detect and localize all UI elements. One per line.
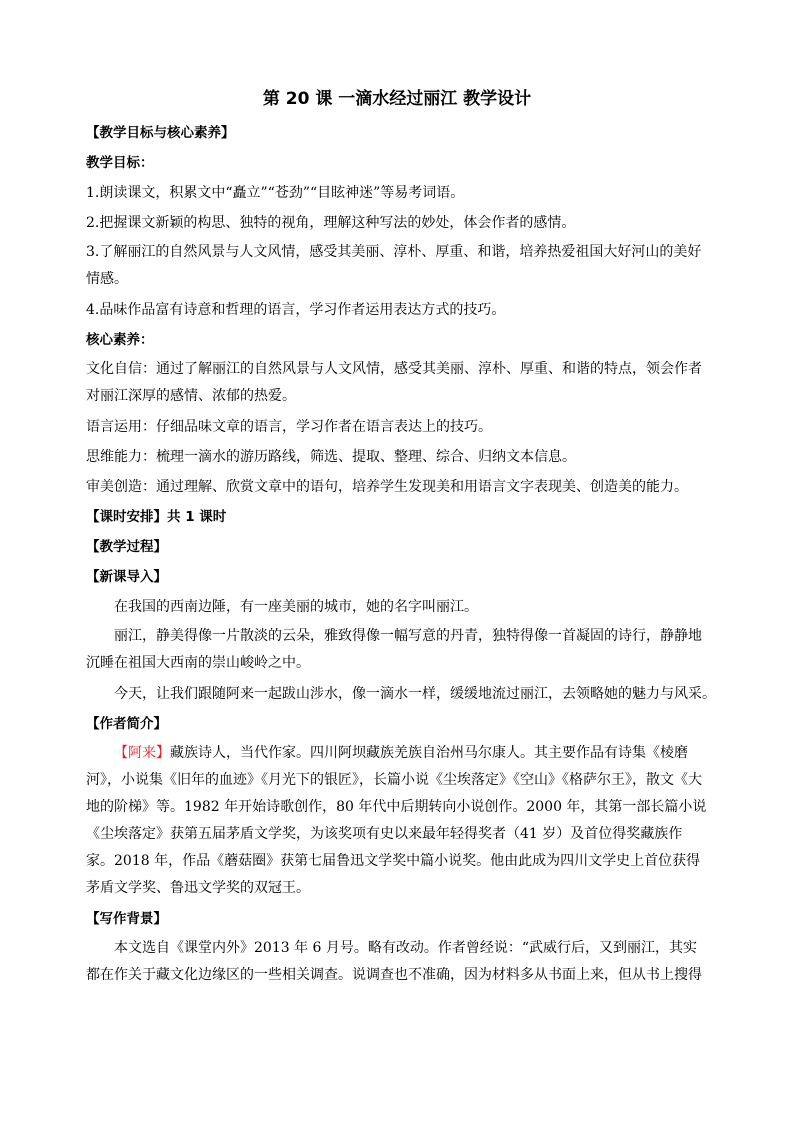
author-paragraph	[86, 740, 708, 902]
page-title: 第 20 课 一滴水经过丽江 教学设计	[262, 89, 532, 109]
author-text: 藏族诗人，当代作家。四川阿坝藏族羌族自治州马尔康人。其主要作品有诗集《棱磨河》，小说集《旧年的血迹》《月光下的银匠》，长篇小说《尘埃落定》《空山》《格萨尔王》，散文《大地的阶梯》等。1982 年开始诗歌创作，80 年代中后期转向小说创作。2000 年，其第一部长篇小说《尘埃落定》获第五届茅盾文学奖，为该奖项有史以来最年轻得奖者（41 岁）及首位得奖藏族作家。2018 年，作品《蘑菇圈》获第七届鲁迅文学奖中篇小说奖。他由此成为四川文学史上首位获得茅盾文学奖、鲁迅文学奖的双冠王。	[86, 745, 707, 896]
section-header-schedule: 【课时安排】共 1 课时	[86, 509, 227, 525]
intro-paragraph: 今天，让我们跟随阿来一起跋山涉水，像一滴水一样，缓缓地流过丽江，去领略她的魅力与风采。	[114, 686, 716, 702]
core-label: 核心素养：	[86, 332, 154, 348]
core-item: 文化自信：通过了解丽江的自然风景与人文风情，感受其美丽、淳朴、厚重、和谐的特点，领会作者对丽江深厚的感情、浓郁的热爱。	[86, 361, 702, 404]
goal-item: 2.把握课文新颖的构思、独特的视角，理解这种写法的妙处，体会作者的感情。	[86, 215, 576, 231]
section-header-goals: 【教学目标与核心素养】	[86, 125, 235, 141]
core-item: 思维能力：梳理一滴水的游历路线，筛选、提取、整理、综合、归纳文本信息。	[86, 449, 576, 465]
background-paragraph: 本文选自《课堂内外》2013 年 6 月号。略有改动。作者曾经说：“武威行后，又到丽江，其实都在作关于藏文化边缘区的一些相关调查。说调查也不准确，因为材料多从书面上来，但从书上搜得	[86, 940, 702, 983]
core-item: 语言运用：仔细品味文章的语言，学习作者在语言表达上的技巧。	[86, 419, 492, 435]
author-name-tag: 【阿来】	[114, 745, 170, 761]
section-header-background: 【写作背景】	[86, 911, 167, 927]
section-header-author: 【作者简介】	[86, 716, 167, 732]
section-header-process: 【教学过程】	[86, 539, 167, 555]
core-item: 审美创造：通过理解、欣赏文章中的语句，培养学生发现美和用语言文字表现美、创造美的能力。	[86, 479, 688, 495]
section-header-intro: 【新课导入】	[86, 569, 167, 585]
goals-label: 教学目标：	[86, 155, 154, 171]
goal-item: 1.朗读课文，积累文中“矗立”“苍劲”“目眩神迷”等易考词语。	[86, 185, 465, 201]
intro-paragraph: 在我国的西南边陲，有一座美丽的城市，她的名字叫丽江。	[114, 599, 478, 615]
intro-paragraph: 丽江，静美得像一片散淡的云朵，雅致得像一幅写意的丹青，独特得像一首凝固的诗行，静静地沉睡在祖国大西南的崇山峻岭之中。	[86, 628, 702, 671]
goal-item: 4.品味作品富有诗意和哲理的语言，学习作者运用表达方式的技巧。	[86, 302, 506, 318]
goal-item: 3.了解丽江的自然风景与人文风情，感受其美丽、淳朴、厚重、和谐，培养热爱祖国大好河山的美好情感。	[86, 244, 702, 287]
